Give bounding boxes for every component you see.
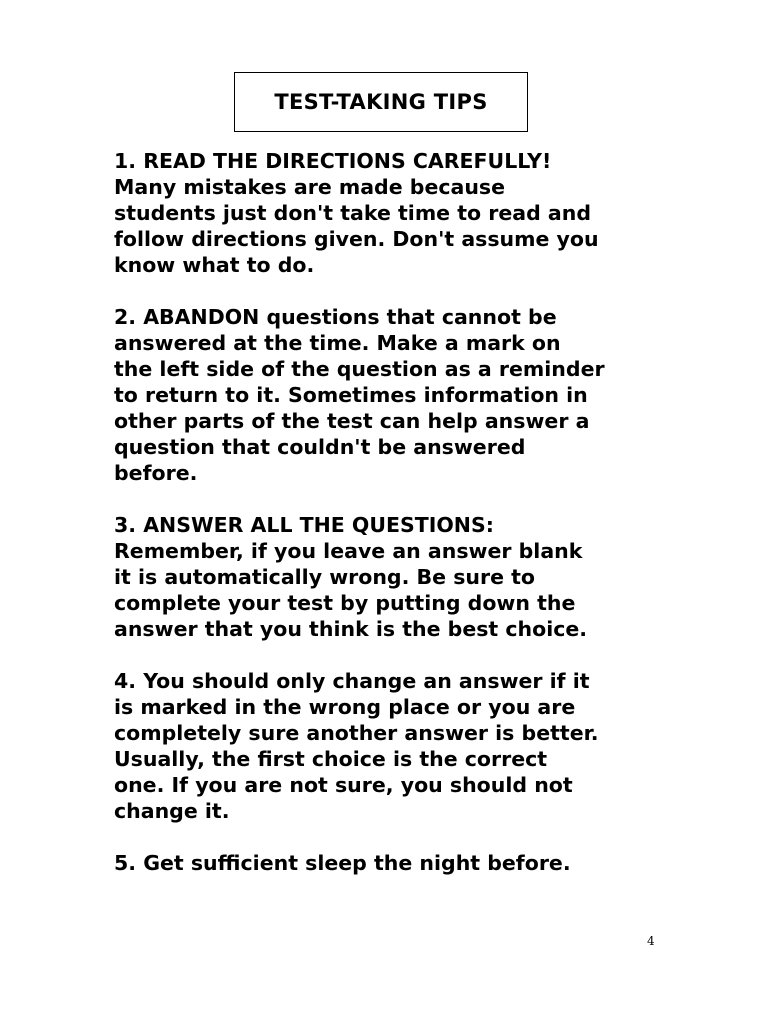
page-title: TEST-TAKING TIPS xyxy=(274,90,488,114)
tip-line: Remember, if you leave an answer blank xyxy=(114,539,583,563)
tip-4 xyxy=(114,668,714,824)
tip-line: answered at the time. Make a mark on xyxy=(114,331,561,355)
tip-line: 5. Get sufficient sleep the night before. xyxy=(114,851,571,875)
tip-line: the left side of the question as a reminder xyxy=(114,357,605,381)
tip-line: 1. READ THE DIRECTIONS CAREFULLY! xyxy=(114,149,552,173)
tip-line: Usually, the first choice is the correct xyxy=(114,747,548,771)
tip-line: other parts of the test can help answer a xyxy=(114,409,590,433)
tip-line: 3. ANSWER ALL THE QUESTIONS: xyxy=(114,513,494,537)
tip-1 xyxy=(114,148,714,278)
tip-line: is marked in the wrong place or you are xyxy=(114,695,576,719)
title-box xyxy=(234,72,528,132)
tip-line: answer that you think is the best choice. xyxy=(114,617,588,641)
tip-line: completely sure another answer is better. xyxy=(114,721,599,745)
page-number: 4 xyxy=(647,934,655,948)
tip-line: students just don't take time to read and xyxy=(114,201,591,225)
tip-line: 4. You should only change an answer if it xyxy=(114,669,590,693)
tip-line: one. If you are not sure, you should not xyxy=(114,773,573,797)
tip-line: Many mistakes are made because xyxy=(114,175,506,199)
tip-2 xyxy=(114,304,714,486)
tip-line: follow directions given. Don't assume you xyxy=(114,227,599,251)
tip-line: change it. xyxy=(114,799,230,823)
tip-line: know what to do. xyxy=(114,253,315,277)
tip-3 xyxy=(114,512,714,642)
tips-list xyxy=(114,148,714,902)
tip-line: it is automatically wrong. Be sure to xyxy=(114,565,536,589)
tip-line: question that couldn't be answered xyxy=(114,435,526,459)
tip-line: before. xyxy=(114,461,198,485)
tip-line: to return to it. Sometimes information in xyxy=(114,383,588,407)
tip-5 xyxy=(114,850,714,876)
tip-line: 2. ABANDON questions that cannot be xyxy=(114,305,557,329)
tip-line: complete your test by putting down the xyxy=(114,591,576,615)
